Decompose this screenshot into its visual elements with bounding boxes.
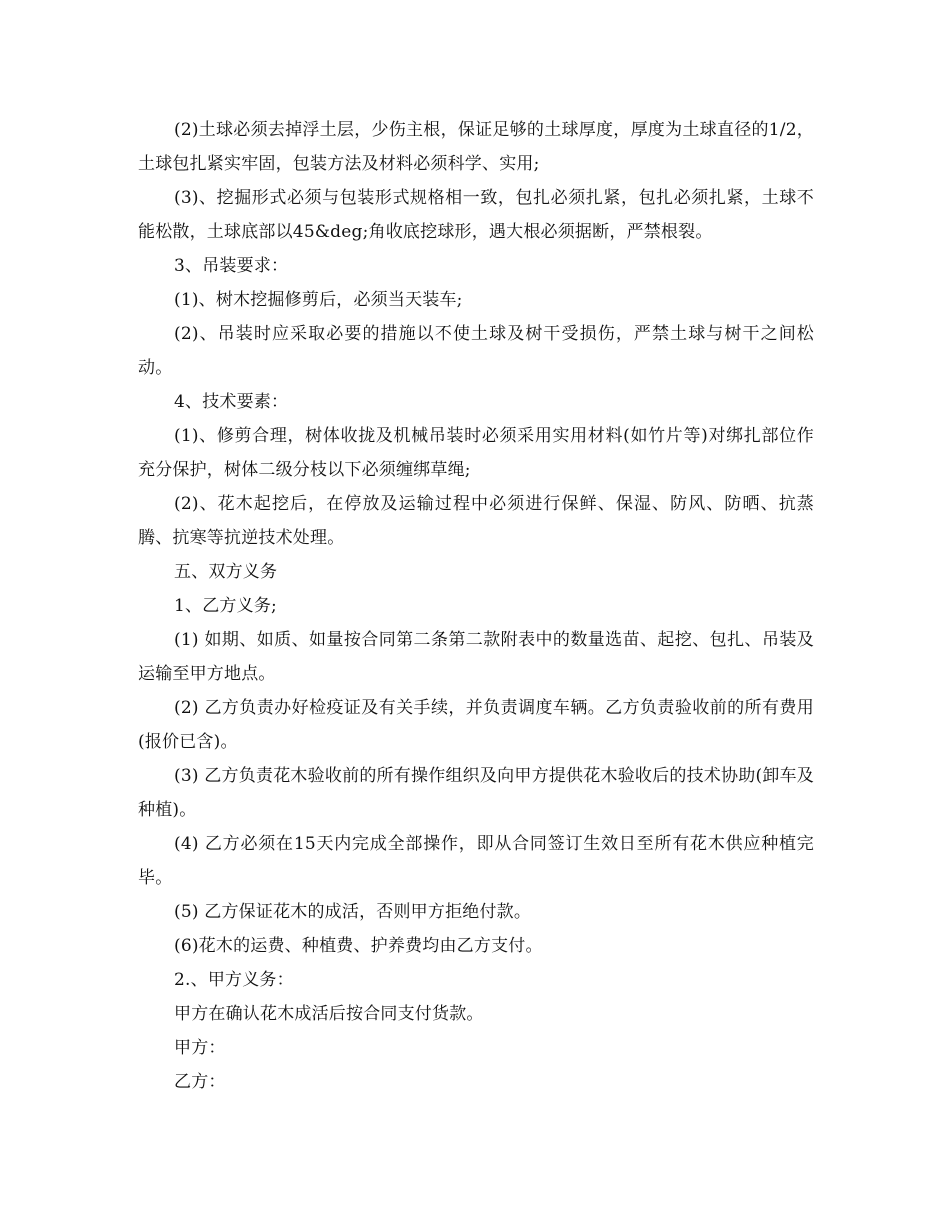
heading-party-b-obligations: 1、乙方义务;	[174, 596, 277, 616]
document-body	[138, 113, 814, 1099]
paragraph-digging-form: (3)、挖掘形式必须与包装形式规格相一致，包扎必须扎紧，包扎必须扎紧，土球不能松散，土球底部以45&deg;角收底挖球形，遇大根必须据断，严禁根裂。	[138, 188, 814, 242]
paragraph-party-b-item-3: (3) 乙方负责花木验收前的所有操作组织及向甲方提供花木验收后的技术协助(卸车及种植)。	[138, 766, 814, 820]
paragraph-soil-ball-thickness: (2)土球必须去掉浮土层，少伤主根，保证足够的土球厚度，厚度为土球直径的1/2，土球包扎紧实牢固，包装方法及材料必须科学、实用;	[138, 120, 814, 174]
paragraph-post-digging-treatment: (2)、花木起挖后，在停放及运输过程中必须进行保鲜、保湿、防风、防晒、抗蒸腾、抗寒等抗逆技术处理。	[138, 494, 814, 548]
signature-party-b: 乙方：	[174, 1072, 226, 1092]
paragraph-same-day-loading: (1)、树木挖掘修剪后，必须当天装车;	[174, 290, 463, 310]
paragraph-party-b-item-1: (1) 如期、如质、如量按合同第二条第二款附表中的数量选苗、起挖、包扎、吊装及运输至甲方地点。	[138, 630, 814, 684]
paragraph-party-b-item-6: (6)花木的运费、种植费、护养费均由乙方支付。	[174, 936, 543, 956]
paragraph-lifting-measures: (2)、吊装时应采取必要的措施以不使土球及树干受损伤，严禁土球与树干之间松动。	[138, 324, 814, 378]
paragraph-party-b-item-2: (2) 乙方负责办好检疫证及有关手续，并负责调度车辆。乙方负责验收前的所有费用(报价已含)。	[138, 698, 814, 752]
heading-technical-elements: 4、技术要素：	[174, 392, 289, 412]
heading-lifting-requirements: 3、吊装要求：	[174, 256, 289, 276]
paragraph-party-b-item-4: (4) 乙方必须在15天内完成全部操作，即从合同签订生效日至所有花木供应种植完毕。	[138, 834, 814, 888]
paragraph-party-a-payment: 甲方在确认花木成活后按合同支付货款。	[174, 1004, 484, 1024]
heading-party-a-obligations: 2.、甲方义务：	[174, 970, 294, 990]
paragraph-pruning-protection: (1)、修剪合理，树体收拢及机械吊装时必须采用实用材料(如竹片等)对绑扎部位作充分保护，树体二级分枝以下必须缠绑草绳;	[138, 426, 814, 480]
heading-obligations: 五、双方义务	[174, 562, 278, 582]
signature-party-a: 甲方：	[174, 1038, 226, 1058]
paragraph-party-b-item-5: (5) 乙方保证花木的成活，否则甲方拒绝付款。	[174, 902, 532, 922]
